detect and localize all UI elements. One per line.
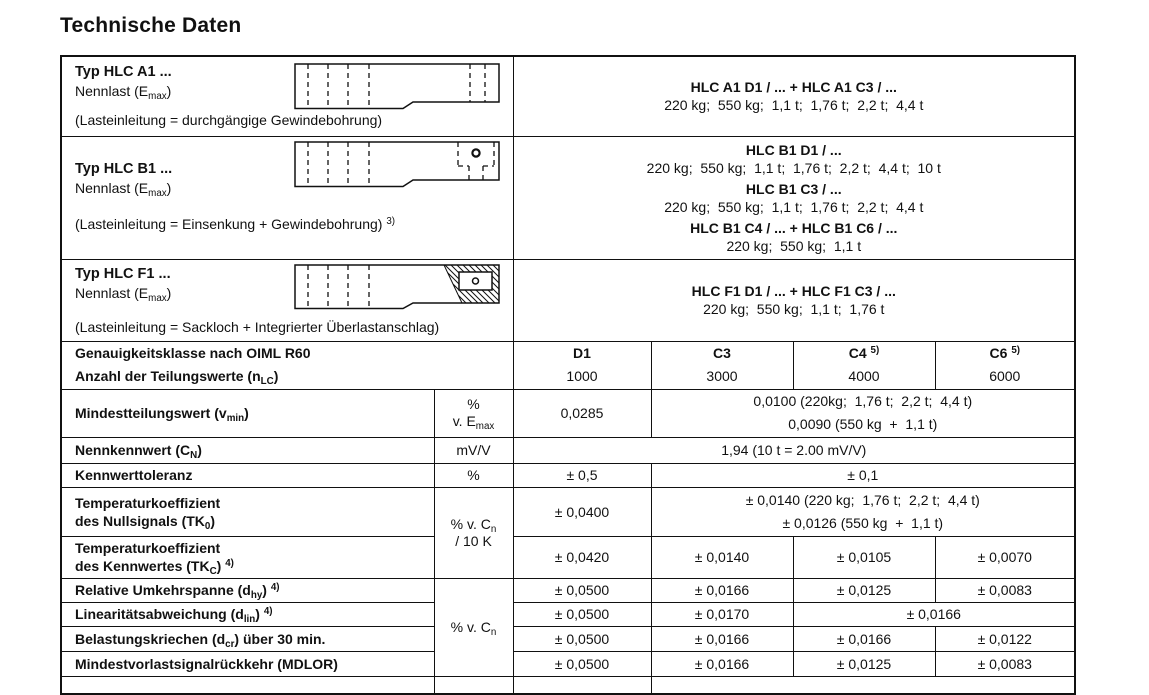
tolerance-merged-value: ± 0,1 [651, 463, 1075, 487]
truncated-merged-cell [651, 676, 1075, 694]
mdlor-c6-value: ± 0,0083 [935, 651, 1075, 676]
type-a1-label: Typ HLC A1 ... [75, 64, 172, 80]
variant [514, 282, 1075, 318]
class-name: D1 [573, 345, 591, 361]
tkc-row [61, 536, 1075, 578]
cn-value: 1,94 (10 t = 2.00 mV/V) [513, 437, 1075, 463]
tk0-label: Temperaturkoeffizient des Nullsignals $(TK_0)$ [61, 487, 434, 536]
tkc-c6-value: ± 0,0070 [935, 536, 1075, 578]
percent-cn-unit: % v. $C_n$ [434, 578, 513, 676]
dcr-d1-value: ± 0,0500 [513, 626, 651, 651]
type-row-a1 [61, 56, 1075, 136]
dhy-row [61, 578, 1075, 602]
load-cell-f1-drawing [294, 264, 500, 311]
truncated-label-cell [61, 676, 434, 694]
tolerance-d1-value: ± 0,5 [513, 463, 651, 487]
dcr-c4-value: ± 0,0166 [793, 626, 935, 651]
accuracy-col-d1 [513, 341, 651, 389]
load-cell-a1-drawing [294, 63, 500, 111]
dlin-merged-value: ± 0,0166 [793, 602, 1075, 626]
type-f1-variants-cell [513, 259, 1075, 341]
accuracy-class-row [61, 341, 1075, 389]
class-divisions: 6000 [989, 368, 1021, 384]
variant [514, 180, 1075, 216]
mdlor-d1-value: ± 0,0500 [513, 651, 651, 676]
type-b1-nennlast: Nennlast $(E_{max})$ [75, 179, 172, 199]
tolerance-row [61, 463, 1075, 487]
tk0-d1-value: ± 0,0400 [513, 487, 651, 536]
variant [514, 78, 1075, 114]
dcr-c6-value: ± 0,0122 [935, 626, 1075, 651]
type-row-b1 [61, 136, 1075, 259]
type-a1-text [75, 63, 172, 100]
type-b1-variants-cell [513, 136, 1075, 259]
tk-unit: % v. $C_n$ / 10 K [434, 487, 513, 578]
variant-name: HLC B1 C3 / ... [745, 180, 842, 197]
dlin-d1-value: ± 0,0500 [513, 602, 651, 626]
type-f1-text [75, 265, 171, 302]
type-f1-nennlast: Nennlast $(E_{max})$ [75, 284, 172, 304]
type-row-f1 [61, 259, 1075, 341]
tkc-c3-value: ± 0,0140 [651, 536, 793, 578]
class-divisions: 3000 [706, 368, 738, 384]
accuracy-col-c4 [793, 341, 935, 389]
dhy-c3-value: ± 0,0166 [651, 578, 793, 602]
type-f1-note: (Lasteinleitung = Sackloch + Integrierter Überlastanschlag) [75, 318, 440, 335]
dlin-c3-value: ± 0,0170 [651, 602, 793, 626]
variant-sizes: 220 kg; 550 kg; 1,1 t [726, 237, 862, 254]
variant-sizes: 220 kg; 550 kg; 1,1 t; 1,76 t [703, 301, 885, 317]
page-title: Technische Daten [60, 14, 242, 37]
dcr-label: Belastungskriechen $(d_{cr})$ über 30 min. [61, 626, 434, 651]
accuracy-col-c3 [651, 341, 793, 389]
class-name: C6 $^{5)}$ [989, 345, 1021, 361]
dhy-label: Relative Umkehrspanne $(d_{hy})$ $^{4)}$ [61, 578, 434, 602]
mdlor-c4-value: ± 0,0125 [793, 651, 935, 676]
variant-name: HLC F1 D1 / ... + HLC F1 C3 / ... [691, 283, 896, 299]
vmin-row [61, 389, 1075, 437]
variant-sizes: 220 kg; 550 kg; 1,1 t; 1,76 t; 2,2 t; 4,4 t [664, 198, 924, 215]
accuracy-class-label: Genauigkeitsklasse nach OIML R60 [75, 345, 311, 361]
divisions-label: Anzahl der Teilungswerte $(n_{LC})$ [75, 368, 279, 387]
variant-name: HLC B1 C4 / ... + HLC B1 C6 / ... [690, 219, 898, 236]
class-name: C4 $^{5)}$ [848, 345, 880, 361]
tolerance-unit: % [434, 463, 513, 487]
type-a1-note: (Lasteinleitung = durchgängige Gewindebohrung) [75, 111, 383, 128]
accuracy-label-cell [61, 341, 513, 389]
vmin-label: Mindestteilungswert $(v_{min})$ [61, 389, 434, 437]
class-divisions: 4000 [848, 368, 880, 384]
type-a1-nennlast: Nennlast $(E_{max})$ [75, 83, 172, 102]
spec-table [60, 55, 1076, 695]
variant-name: HLC B1 D1 / ... [745, 141, 842, 158]
tkc-c4-value: ± 0,0105 [793, 536, 935, 578]
class-name: C3 [713, 345, 731, 361]
mdlor-label: Mindestvorlastsignalrückkehr (MDLOR) [61, 651, 434, 676]
type-f1-info-cell [61, 259, 513, 341]
type-b1-note: (Lasteinleitung = Einsenkung + Gewindebohrung) $^{3)}$ [75, 215, 396, 232]
class-divisions: 1000 [566, 368, 598, 384]
vmin-d1-value: 0,0285 [513, 389, 651, 437]
variant-sizes: 220 kg; 550 kg; 1,1 t; 1,76 t; 2,2 t; 4,4 t [664, 97, 924, 114]
dlin-label: Linearitätsabweichung $(d_{lin})$ $^{4)}$ [61, 602, 434, 626]
dlin-row [61, 602, 1075, 626]
truncated-d1-cell [513, 676, 651, 694]
tk0-merged-value: ± 0,0140 (220 kg; 1,76 t; 2,2 t; 4,4 t) ± 0,0126 (550 kg + 1,1 t) [651, 487, 1075, 536]
tkc-label: Temperaturkoeffizient des Kennwertes $(TK_C)$ $^{4)}$ [61, 536, 434, 578]
cn-label: Nennkennwert $(C_N)$ [61, 437, 434, 463]
variant-name: HLC A1 D1 / ... + HLC A1 C3 / ... [690, 79, 897, 96]
type-b1-info-cell [61, 136, 513, 259]
cn-row [61, 437, 1075, 463]
variant [514, 219, 1075, 255]
mdlor-row [61, 651, 1075, 676]
type-f1-label: Typ HLC F1 ... [75, 265, 171, 282]
vmin-merged-value: 0,0100 (220kg; 1,76 t; 2,2 t; 4,4 t) 0,0090 (550 kg + 1,1 t) [651, 389, 1075, 437]
cn-unit: mV/V [434, 437, 513, 463]
mdlor-c3-value: ± 0,0166 [651, 651, 793, 676]
type-b1-text [75, 160, 172, 197]
truncated-row [61, 676, 1075, 694]
dcr-c3-value: ± 0,0166 [651, 626, 793, 651]
variant [514, 141, 1075, 177]
tkc-d1-value: ± 0,0420 [513, 536, 651, 578]
type-a1-info-cell [61, 56, 513, 136]
dhy-d1-value: ± 0,0500 [513, 578, 651, 602]
dhy-c4-value: ± 0,0125 [793, 578, 935, 602]
type-a1-variants-cell [513, 56, 1075, 136]
variant-sizes: 220 kg; 550 kg; 1,1 t; 1,76 t; 2,2 t; 4,4 t; 10 t [646, 159, 941, 176]
vmin-unit: % v. $E_{max}$ [434, 389, 513, 437]
dcr-row [61, 626, 1075, 651]
accuracy-col-c6 [935, 341, 1075, 389]
load-cell-b1-drawing [294, 141, 500, 189]
tk0-row [61, 487, 1075, 536]
truncated-unit-cell [434, 676, 513, 694]
tolerance-label: Kennwerttoleranz [61, 463, 434, 487]
type-b1-label: Typ HLC B1 ... [75, 160, 173, 177]
dhy-c6-value: ± 0,0083 [935, 578, 1075, 602]
